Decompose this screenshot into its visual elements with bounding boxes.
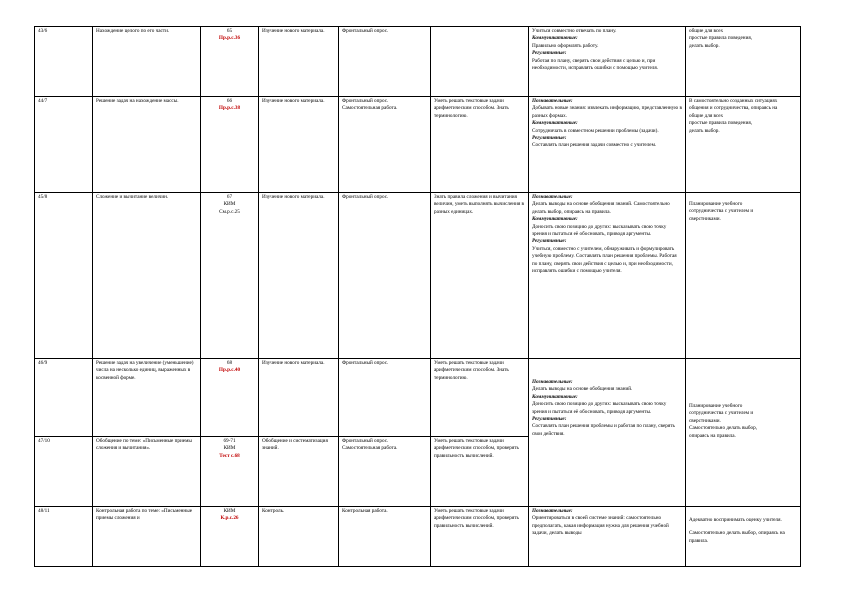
personal-line: сверстниками. xyxy=(689,215,721,222)
uud-label: Познавательные: xyxy=(532,194,573,200)
lesson-topic: Контрольная работа по теме: «Письменные приемы сложения и xyxy=(93,507,201,567)
subject-results: Знать правила сложения и вычитания величин, уметь выполнять вычисления в разных единицах. xyxy=(431,193,529,359)
uud-text: Работая по плану, сверять свои действия с целью и, при необходимости, исправлять ошибки с помощью учителя. xyxy=(532,57,659,72)
subject-results: Уметь решать текстовые задачи арифметическим способом, проверять правильность вычислений. xyxy=(431,507,529,567)
subject-results: Уметь решать текстовые задачи арифметическим способом, проверять правильность вычислений. xyxy=(431,437,529,507)
table-row xyxy=(35,27,801,97)
practical-work-ref: Пр.р.с.38 xyxy=(218,105,241,112)
hours-number: 65 xyxy=(226,28,233,34)
uud-cell xyxy=(529,97,686,193)
lesson-type: Контроль. xyxy=(259,507,339,567)
control-form: Фронтальный опрос. xyxy=(339,193,431,359)
control-form: Фронтальный опрос. xyxy=(339,359,431,437)
lesson-type: Изучение нового материала. xyxy=(259,27,339,97)
lesson-number: 44/7 xyxy=(35,97,93,193)
lesson-topic: Решение задач на нахождение массы. xyxy=(93,97,201,193)
uud-label: Коммуникативные: xyxy=(532,216,578,223)
uud-text: Учиться совместно отвечать по плану. xyxy=(532,28,617,34)
hours-cell xyxy=(201,437,259,507)
uud-label: Познавательные: xyxy=(532,508,573,514)
personal-results xyxy=(686,193,801,359)
personal-line: Планирование учебного xyxy=(689,201,743,207)
lesson-number: 45/8 xyxy=(35,193,93,359)
personal-line: делать выбор. xyxy=(689,42,720,49)
practical-work-ref: Пр.р.с.40 xyxy=(218,367,241,374)
personal-line: сотрудничества с учителем и xyxy=(689,208,754,215)
kim-label: КИМ xyxy=(223,445,236,452)
personal-line: делать выбор. xyxy=(689,127,720,134)
uud-label: Коммуникативные: xyxy=(532,393,578,400)
personal-results xyxy=(686,359,801,507)
personal-line: сотрудничества с учителем и xyxy=(689,410,754,417)
independent-work-ref: См.р.с.25 xyxy=(219,208,240,215)
subject-results: Уметь решать текстовые задачи арифметическим способом. Знать терминологию. xyxy=(431,97,529,193)
lesson-type: Изучение нового материала. xyxy=(259,359,339,437)
lesson-topic: Решение задач на увеличение (уменьшение) числа на несколько единиц, выраженных в косвенной форме. xyxy=(93,359,201,437)
uud-label: Познавательные: xyxy=(532,98,573,104)
personal-line: простые правила поведения, xyxy=(689,120,753,127)
personal-line: опираясь на правила. xyxy=(689,432,736,439)
personal-line: В самостоятельно созданных ситуациях xyxy=(689,98,778,104)
hours-cell xyxy=(201,193,259,359)
hours-cell xyxy=(201,359,259,437)
uud-label: Регулятивные: xyxy=(532,416,567,423)
uud-cell xyxy=(529,507,686,567)
uud-label: Познавательные: xyxy=(532,379,573,385)
uud-text: Составлять план решения проблемы и работая по плану, сверять свои действия. xyxy=(532,423,675,437)
hours-number: 68 xyxy=(226,360,233,366)
uud-label: Регулятивные: xyxy=(532,50,567,57)
kim-label: КИМ xyxy=(223,508,236,514)
personal-line: общие для всех xyxy=(689,112,724,119)
uud-label: Коммуникативные: xyxy=(532,120,578,127)
table-row xyxy=(35,507,801,567)
practical-work-ref: Пр.р.с.36 xyxy=(218,35,241,42)
lesson-topic: Обобщение по теме: «Письменные приемы сложения и вычитания». xyxy=(93,437,201,507)
personal-results xyxy=(686,507,801,567)
table-row xyxy=(35,193,801,359)
personal-line: Самостоятельно делать выбор, xyxy=(689,425,758,432)
hours-number: 66 xyxy=(226,98,233,104)
uud-text: Сотрудничать в совместном решении проблемы (задачи). xyxy=(532,127,659,134)
personal-line: общие для всех xyxy=(689,28,724,34)
uud-cell xyxy=(529,193,686,359)
lesson-number: 48/11 xyxy=(35,507,93,567)
uud-text: Ориентироваться в своей системе знаний: самостоятельно предполагать, какая информация нужна для решения учебной задачи, делать выводы xyxy=(532,515,669,537)
lesson-topic: Нахождение целого по его части. xyxy=(93,27,201,97)
lesson-number: 46/9 xyxy=(35,359,93,437)
personal-line: сверстниками. xyxy=(689,417,721,424)
personal-line: Планирование учебного xyxy=(689,403,743,409)
uud-text: Делать выводы на основе обобщения знаний. Самостоятельно делать выбор, опираясь на правила. xyxy=(532,201,670,215)
personal-line: общения и сотрудничества, опираясь на xyxy=(689,105,778,112)
uud-label: Регулятивные: xyxy=(532,135,567,142)
lesson-type: Изучение нового материала. xyxy=(259,193,339,359)
hours-cell xyxy=(201,97,259,193)
uud-text: Составлять план решения задачи совместно с учителем. xyxy=(532,142,657,149)
uud-label: Регулятивные: xyxy=(532,238,567,245)
subject-results: Уметь решать текстовые задачи арифметическим способом. Знать терминологию. xyxy=(431,359,529,437)
lesson-number: 43/6 xyxy=(35,27,93,97)
test-ref: Тест с.68 xyxy=(219,452,240,459)
personal-line: Самостоятельно делать выбор, опираясь на правила. xyxy=(689,530,785,544)
uud-label: Коммуникативные: xyxy=(532,35,578,42)
control-form: Фронтальный опрос. Самостоятельная работа. xyxy=(339,437,431,507)
uud-text: Правильно оформлять работу. xyxy=(532,42,599,49)
control-form: Фронтальный опрос. xyxy=(339,27,431,97)
lesson-number: 47/10 xyxy=(35,437,93,507)
uud-text: Учиться, совместно с учителем, обнаруживать и формулировать учебную проблему. Составлять план решения проблемы. Работая по плану, сверять свои действия с целью и, при необходимости, исправлять ошибки с помощью учителя. xyxy=(532,245,677,275)
lesson-type: Изучение нового материала. xyxy=(259,97,339,193)
uud-text: Доносить свою позицию до других: высказывать свою точку зрения и пытаться её обосновать, приводя аргументы. xyxy=(532,401,667,415)
uud-text: Доносить свою позицию до других: высказывать свою точку зрения и пытаться её обосновать, приводя аргументы. xyxy=(532,223,667,238)
kim-label: КИМ xyxy=(223,201,236,208)
test-work-ref: К.р.с.26 xyxy=(220,515,239,522)
table-row xyxy=(35,359,801,437)
hours-number: 69-71 xyxy=(223,438,236,444)
personal-results xyxy=(686,97,801,193)
hours-cell xyxy=(201,507,259,567)
control-form: Контрольная работа. xyxy=(339,507,431,567)
lesson-topic: Сложение и вычитание величин. xyxy=(93,193,201,359)
personal-line: простые правила поведения, xyxy=(689,35,753,42)
uud-text: Делать выводы на основе обобщения знаний. xyxy=(532,386,633,393)
uud-cell xyxy=(529,359,686,507)
hours-number: 67 xyxy=(226,194,233,200)
lesson-plan-table xyxy=(34,26,801,567)
hours-cell xyxy=(201,27,259,97)
uud-text: Добывать новые знания: извлекать информацию, представленную в разных формах. xyxy=(532,105,682,119)
uud-cell xyxy=(529,27,686,97)
control-form: Фронтальный опрос. Самостоятельная работа. xyxy=(339,97,431,193)
table-row xyxy=(35,97,801,193)
personal-line: Адекватно воспринимать оценку учителя. xyxy=(689,517,782,523)
subject-results xyxy=(431,27,529,97)
lesson-type: Обобщение и систематизация знаний. xyxy=(259,437,339,507)
personal-results xyxy=(686,27,801,97)
